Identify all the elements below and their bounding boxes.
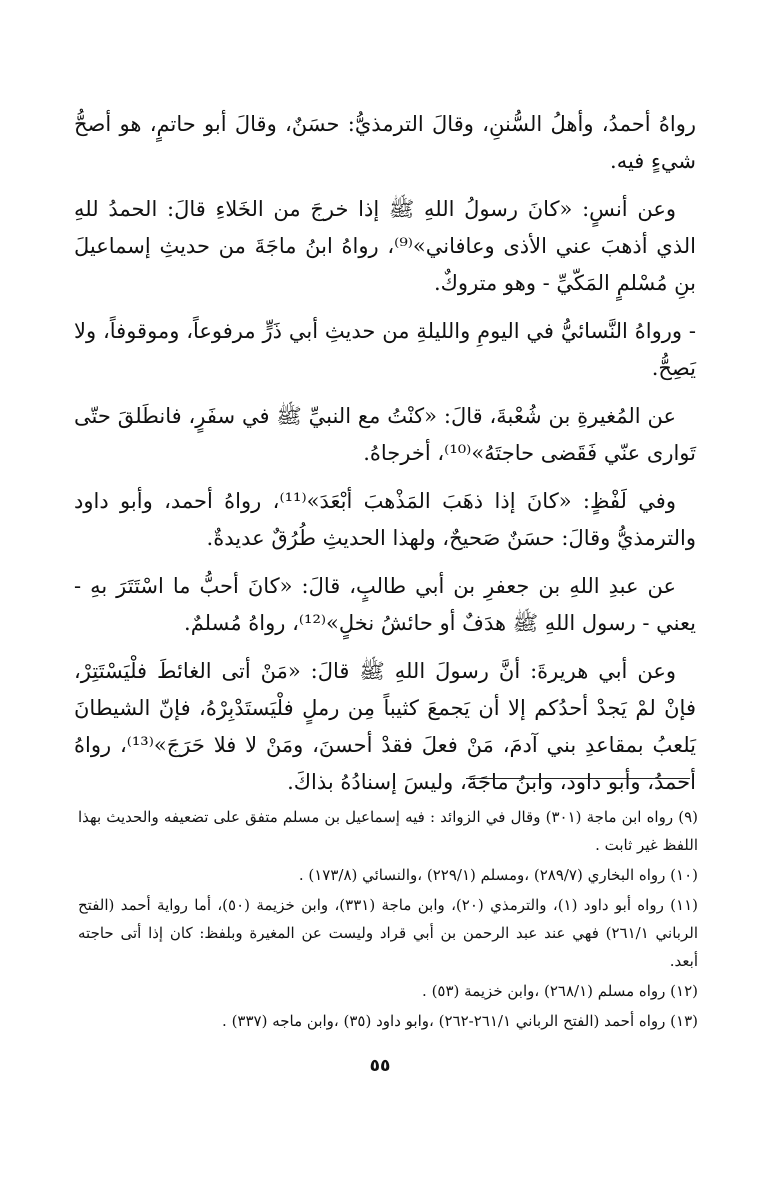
paragraph: - ورواهُ النَّسائيُّ في اليومِ والليلةِ من حديثِ أبي ذَرٍّ مرفوعاً، وموقوفاً، ولا يَصِحُّ. (74, 319, 696, 380)
footnote: (١٠) رواه البخاري (٢٨٩/٧) ،ومسلم (٢٢٩/١) ،والنسائي (١٧٣/٨) . (298, 866, 698, 884)
footnote-separator (466, 778, 690, 779)
footnote: (١٢) رواه مسلم (٢٦٨/١) ،وابن خزيمة (٥٣) . (422, 982, 698, 1000)
footnote: (١٣) رواه أحمد (الفتح الرباني ٢٦١/١-٢٦٢) ،وابو داود (٣٥) ،وابن ماجه (٣٣٧) . (222, 1012, 698, 1030)
page-number: ٥٥ (369, 1056, 391, 1076)
paragraph: وعن أبي هريرةَ: أنَّ رسولَ اللهِ ﷺ قالَ: «مَنْ أتى الغائطَ فلْيَسْتَتِرْ، فإنْ لمْ يَجدْ أحدُكم إلا أن يَجمعَ كثيباً مِن رملٍ فلْيَستَدْبِرْهُ، فإنّ الشيطانَ يَلعبُ بمقاعدِ بني آدمَ، مَنْ فعلَ فقدْ أحسنَ، ومَنْ لا فلا حَرَجَ»⁽¹³⁾، رواهُ أحمدُ، وأبو داود، وابنُ ماجَةَ، وليسَ إسنادُهُ بذاكَ. (74, 659, 696, 794)
paragraph: وفي لَفْظٍ: «كانَ إذا ذهَبَ المَذْهبَ أبْعَدَ»⁽¹¹⁾، رواهُ أحمد، وأبو داود والترمذيُّ وقالَ: حسَنٌ صَحيحٌ، ولهذا الحديثِ طُرُقٌ عديدةٌ. (74, 489, 696, 550)
main-text (74, 106, 696, 812)
paragraph: رواهُ أحمدُ، وأهلُ السُّننِ، وقالَ الترمذيُّ: حسَنٌ، وقالَ أبو حاتمٍ، هو أصحُّ شيءٍ فيه. (74, 112, 696, 173)
paragraph: وعن أنسٍ: «كانَ رسولُ اللهِ ﷺ إذا خرجَ من الخَلاءِ قالَ: الحمدُ للهِ الذي أذهبَ عني الأذى وعافاني»⁽⁹⁾، رواهُ ابنُ ماجَةَ من حديثِ إسماعيلَ بنِ مُسْلمٍ المَكّيِّ - وهو متروكٌ. (74, 197, 696, 295)
footnote: (١١) رواه أبو داود (١)، والترمذي (٢٠)، وابن ماجة (٣٣١)، وابن خزيمة (٥٠)، أما رواية أحمد (الفتح الرباني ٢٦١/١) فهي عند عبد الرحمن بن أبي قراد وليست عن المغيرة وبلفظ: كان إذا أتى حاجته أبعد. (78, 896, 698, 970)
paragraph: عن المُغيرةِ بن شُعْبةَ، قالَ: «كنْتُ مع النبيِّ ﷺ في سفَرٍ، فانطَلقَ حتّى تَوارى عنّي فَقَضى حاجتَهُ»⁽¹⁰⁾، أخرجاهُ. (74, 404, 696, 465)
paragraph: عن عبدِ اللهِ بن جعفرِ بن أبي طالبٍ، قالَ: «كانَ أحبُّ ما اسْتَتَرَ بهِ - يعني - رسول اللهِ ﷺ هدَفٌ أو حائشُ نخلٍ»⁽¹²⁾، رواهُ مُسلمٌ. (74, 574, 696, 635)
footnotes (78, 803, 698, 1037)
footnote: (٩) رواه ابن ماجة (٣٠١) وقال في الزوائد : فيه إسماعيل بن مسلم متفق على تضعيفه والحديث بهذا اللفظ غير ثابت . (78, 808, 698, 854)
